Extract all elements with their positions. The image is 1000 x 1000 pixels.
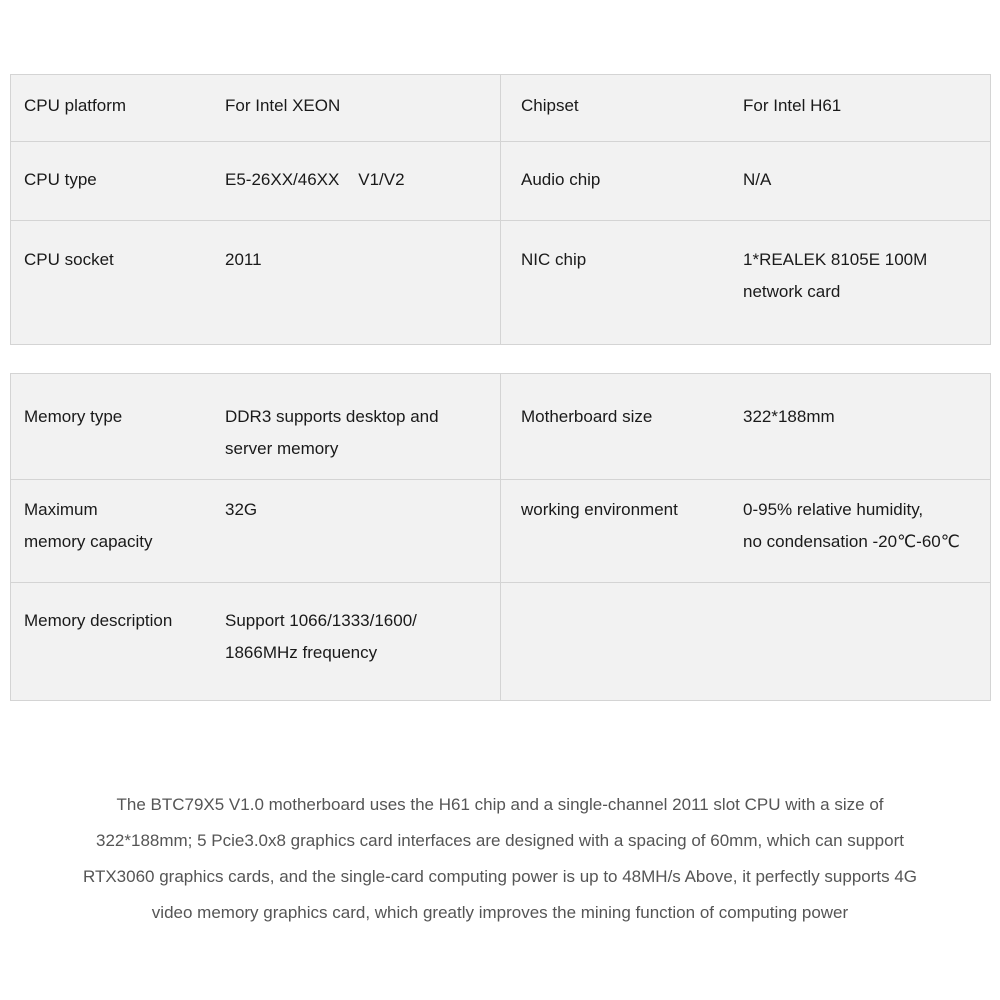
spec-label: CPU platform bbox=[24, 96, 127, 115]
spec-label: CPU type bbox=[24, 170, 97, 189]
spec-label: CPU socket bbox=[24, 250, 114, 269]
spec-label: Memory description bbox=[24, 611, 173, 630]
spec-value: 2011 bbox=[225, 250, 262, 269]
description-line: The BTC79X5 V1.0 motherboard uses the H61 chip and a single-channel 2011 slot CPU with a size of bbox=[116, 795, 884, 814]
spec-label: Chipset bbox=[521, 96, 579, 115]
spec-cell-audio-chip bbox=[501, 142, 991, 221]
table-row bbox=[11, 480, 991, 583]
spec-label: Memory type bbox=[24, 407, 123, 426]
description-line: 322*188mm; 5 Pcie3.0x8 graphics card interfaces are designed with a spacing of 60mm, which can support bbox=[96, 831, 904, 850]
table-row bbox=[11, 374, 991, 480]
spec-cell-nic-chip bbox=[501, 221, 991, 345]
table-row bbox=[11, 583, 991, 701]
description-line: video memory graphics card, which greatly improves the mining function of computing power bbox=[151, 903, 849, 922]
spec-value: DDR3 supports desktop and server memory bbox=[225, 407, 439, 458]
spec-cell-max-memory-capacity bbox=[11, 480, 501, 583]
spec-label: Motherboard size bbox=[521, 407, 653, 426]
spec-value: 0-95% relative humidity, no condensation -20℃-60℃ bbox=[743, 500, 960, 551]
spec-label: Audio chip bbox=[521, 170, 601, 189]
spec-cell-cpu-socket bbox=[11, 221, 501, 345]
spec-value: For Intel XEON bbox=[225, 96, 341, 115]
table-row bbox=[11, 221, 991, 345]
spec-value: N/A bbox=[743, 170, 772, 189]
spec-cell-working-environment bbox=[501, 480, 991, 583]
spec-cell-chipset bbox=[501, 75, 991, 142]
table-row bbox=[11, 142, 991, 221]
spec-value: 32G bbox=[225, 500, 258, 519]
spec-label: NIC chip bbox=[521, 250, 587, 269]
spec-value: For Intel H61 bbox=[743, 96, 842, 115]
spec-cell-empty bbox=[501, 583, 991, 701]
spec-table-memory bbox=[10, 373, 991, 701]
spec-cell-memory-description bbox=[11, 583, 501, 701]
spec-label: working environment bbox=[521, 500, 678, 519]
spec-label: Maximum memory capacity bbox=[24, 500, 153, 551]
spec-cell-memory-type bbox=[11, 374, 501, 480]
product-description bbox=[40, 787, 960, 931]
spec-cell-cpu-platform bbox=[11, 75, 501, 142]
spec-value: E5-26XX/46XX V1/V2 bbox=[225, 170, 405, 189]
spec-value: Support 1066/1333/1600/ 1866MHz frequency bbox=[225, 611, 417, 662]
spec-cell-motherboard-size bbox=[501, 374, 991, 480]
spec-value: 322*188mm bbox=[743, 407, 835, 426]
spec-value: 1*REALEK 8105E 100M network card bbox=[743, 250, 928, 301]
description-line: RTX3060 graphics cards, and the single-card computing power is up to 48MH/s Above, it perfectly supports 4G bbox=[82, 867, 918, 886]
spec-cell-cpu-type bbox=[11, 142, 501, 221]
table-row bbox=[11, 75, 991, 142]
spec-table-cpu bbox=[10, 74, 991, 345]
